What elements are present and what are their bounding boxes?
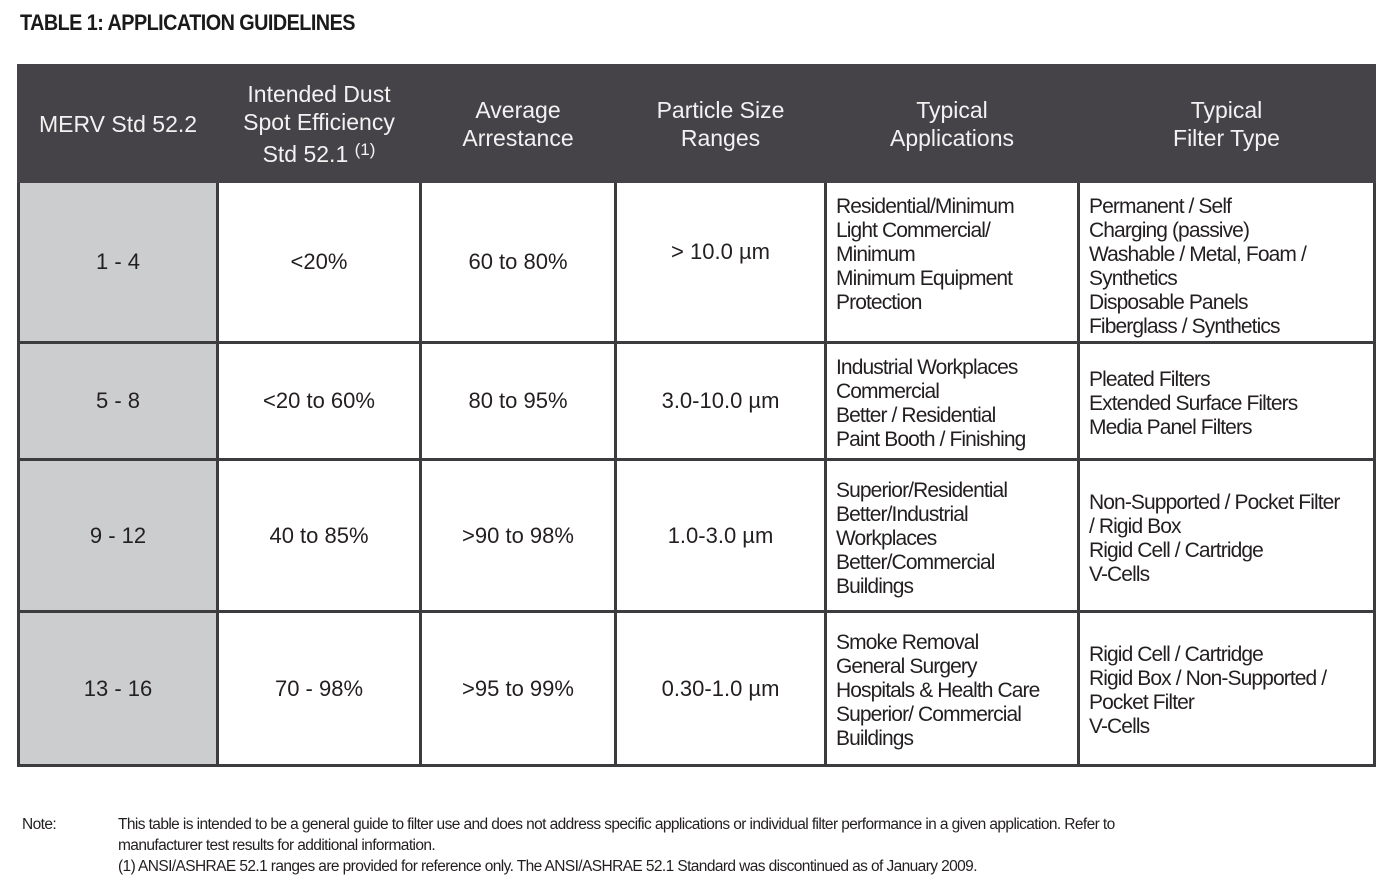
particle-size-cell: 1.0-3.0 µm xyxy=(616,460,826,612)
header-merv xyxy=(19,66,218,182)
filter-type-line: Fiberglass / Synthetics xyxy=(1089,315,1280,338)
header-filter-type-line2: Filter Type xyxy=(1173,124,1280,151)
applications-cell xyxy=(826,460,1079,612)
dust-spot-cell: 40 to 85% xyxy=(218,460,421,612)
arrestance-cell: 80 to 95% xyxy=(421,343,616,460)
header-particle-size xyxy=(616,66,826,182)
note-line-1: This table is intended to be a general guide to filter use and does not address specific applications or individual filter performance in a given application. Refer to xyxy=(118,816,1115,833)
header-applications-line1: Typical xyxy=(916,96,988,123)
arrestance-cell: >95 to 99% xyxy=(421,612,616,766)
application-line: Protection xyxy=(836,291,922,314)
applications-cell xyxy=(826,343,1079,460)
filter-type-line: Charging (passive) xyxy=(1089,219,1250,242)
header-merv-label: MERV Std 52.2 xyxy=(38,110,198,137)
table-row xyxy=(19,460,1375,612)
header-arrestance-line1: Average xyxy=(475,96,561,123)
note-line-3: (1) ANSI/ASHRAE 52.1 ranges are provided for reference only. The ANSI/ASHRAE 52.1 Standard was discontinued as of January 2009. xyxy=(118,858,977,875)
application-line: Minimum Equipment xyxy=(836,267,1013,290)
header-applications xyxy=(826,66,1079,182)
header-dust-spot-line3: Std 52.1 xyxy=(262,140,349,167)
arrestance-cell: >90 to 98% xyxy=(421,460,616,612)
application-line: Light Commercial/ xyxy=(836,219,990,242)
application-line: Paint Booth / Finishing xyxy=(836,428,1026,451)
filter-type-line: V-Cells xyxy=(1089,715,1150,738)
merv-cell: 13 - 16 xyxy=(19,612,218,766)
header-arrestance-line2: Arrestance xyxy=(462,124,574,151)
application-line: Buildings xyxy=(836,575,914,598)
note-label: Note: xyxy=(22,816,57,833)
filter-type-line: Non-Supported / Pocket Filter xyxy=(1089,491,1340,514)
application-line: Better/Commercial xyxy=(836,551,995,574)
header-particle-size-line2: Ranges xyxy=(680,124,761,151)
header-row xyxy=(19,66,1375,182)
applications-cell xyxy=(826,182,1079,343)
merv-cell: 9 - 12 xyxy=(19,460,218,612)
header-filter-type-line1: Typical xyxy=(1190,96,1263,123)
note-body xyxy=(118,814,1348,877)
application-line: Workplaces xyxy=(836,527,937,550)
filter-type-line: Rigid Cell / Cartridge xyxy=(1089,539,1263,562)
filter-type-line: Pocket Filter xyxy=(1089,691,1194,714)
filter-type-line: Disposable Panels xyxy=(1089,291,1248,314)
application-line: Better/Industrial xyxy=(836,503,968,526)
application-line: General Surgery xyxy=(836,655,977,678)
dust-spot-cell: <20% xyxy=(218,182,421,343)
filter-type-line: Rigid Box / Non-Supported / xyxy=(1089,667,1327,690)
table-row xyxy=(19,182,1375,343)
application-line: Better / Residential xyxy=(836,404,996,427)
application-line: Superior/Residential xyxy=(836,479,1008,502)
header-dust-spot-line2: Spot Efficiency xyxy=(243,108,395,135)
applications-cell xyxy=(826,612,1079,766)
filter-type-line: Pleated Filters xyxy=(1089,368,1210,391)
filter-type-line: Extended Surface Filters xyxy=(1089,392,1298,415)
application-line: Smoke Removal xyxy=(836,631,979,654)
filter-type-line: Media Panel Filters xyxy=(1089,416,1252,439)
particle-size-cell: > 10.0 µm xyxy=(616,182,826,343)
filter-type-cell xyxy=(1079,612,1375,766)
filter-type-line: Washable / Metal, Foam / xyxy=(1089,243,1306,266)
header-dust-spot-line1: Intended Dust xyxy=(247,80,391,107)
filter-type-cell xyxy=(1079,460,1375,612)
application-line: Residential/Minimum xyxy=(836,195,1014,218)
filter-type-line: Synthetics xyxy=(1089,267,1177,290)
filter-type-cell xyxy=(1079,182,1375,343)
application-line: Industrial Workplaces xyxy=(836,356,1018,379)
application-line: Hospitals & Health Care xyxy=(836,679,1040,702)
filter-type-line: / Rigid Box xyxy=(1089,515,1181,538)
merv-cell: 5 - 8 xyxy=(19,343,218,460)
application-line: Buildings xyxy=(836,727,914,750)
header-filter-type xyxy=(1079,66,1375,182)
particle-size-cell: 0.30-1.0 µm xyxy=(616,612,826,766)
application-guidelines-table xyxy=(17,64,1376,767)
footnote-marker: (1) xyxy=(354,139,376,159)
arrestance-cell: 60 to 80% xyxy=(421,182,616,343)
filter-type-line: Permanent / Self xyxy=(1089,195,1232,218)
note-line-2: manufacturer test results for additional information. xyxy=(118,837,436,854)
header-particle-size-line1: Particle Size xyxy=(656,96,785,123)
header-dust-spot xyxy=(218,66,421,182)
header-applications-line2: Applications xyxy=(889,124,1015,151)
filter-type-line: V-Cells xyxy=(1089,563,1150,586)
application-line: Minimum xyxy=(836,243,915,266)
filter-type-line: Rigid Cell / Cartridge xyxy=(1089,643,1263,666)
header-arrestance xyxy=(421,66,616,182)
merv-cell: 1 - 4 xyxy=(19,182,218,343)
application-line: Commercial xyxy=(836,380,940,403)
table-row xyxy=(19,343,1375,460)
table-title: TABLE 1: APPLICATION GUIDELINES xyxy=(20,10,355,35)
filter-type-cell xyxy=(1079,343,1375,460)
dust-spot-cell: <20 to 60% xyxy=(218,343,421,460)
table-row xyxy=(19,612,1375,766)
dust-spot-cell: 70 - 98% xyxy=(218,612,421,766)
application-line: Superior/ Commercial xyxy=(836,703,1022,726)
particle-size-cell: 3.0-10.0 µm xyxy=(616,343,826,460)
